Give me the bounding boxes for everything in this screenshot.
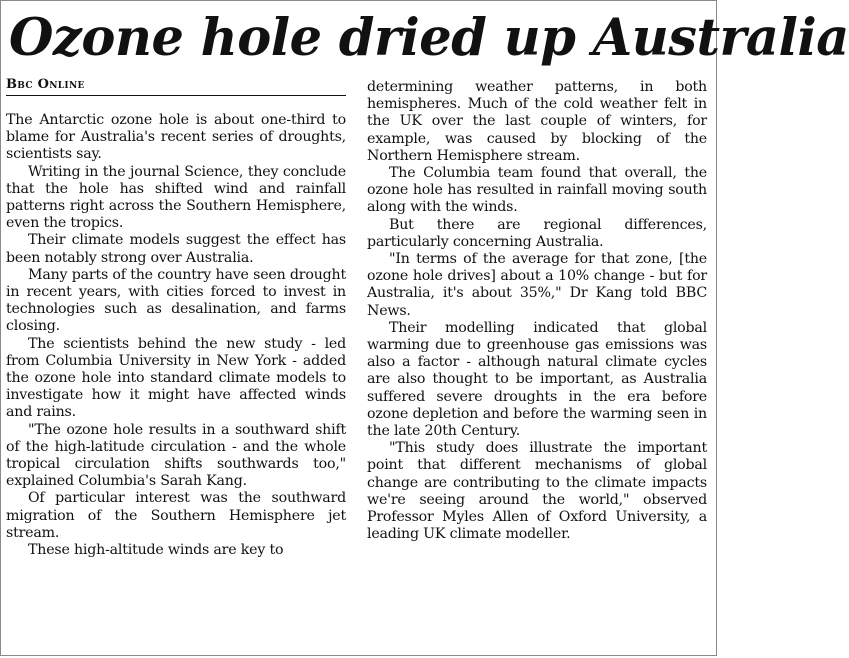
paragraph: Writing in the journal Science, they conclude that the hole has shifted wind and rainfall patterns right across the Southern Hemisphere, even the tropics. [6, 163, 346, 232]
paragraph: determining weather patterns, in both hemispheres. Much of the cold weather felt in the UK over the last couple of winters, for example, was caused by blocking of the Northern Hemisphere stream. [367, 79, 707, 164]
article-column-right [367, 79, 707, 543]
byline: Bbc Online [6, 77, 346, 96]
paragraph: "In terms of the average for that zone, [the ozone hole drives] about a 10% change - but for Australia, it's about 35%," Dr Kang told BBC News. [367, 251, 707, 319]
paragraph: "The ozone hole results in a southward shift of the high-latitude circulation - and the whole tropical circulation shifts southwards too," explained Columbia's Sarah Kang. [6, 421, 346, 490]
paragraph: The scientists behind the new study - led from Columbia University in New York - added the ozone hole into standard climate models to investigate how it might have affected winds and rains. [6, 335, 346, 421]
paragraph: Their climate models suggest the effect has been notably strong over Australia. [6, 232, 346, 266]
headline: Ozone hole dried up Australia [9, 8, 849, 68]
paragraph: Their modelling indicated that global warming due to greenhouse gas emissions was also a factor - although natural climate cycles are also thought to be important, as Australia suffered severe droughts in the era before ozone depletion and before the warming seen in the late 20th Century. [367, 319, 707, 440]
article-column-left [6, 77, 346, 559]
paragraph: "This study does illustrate the important point that different mechanisms of global change are contributing to the climate impacts we're seeing around the world," observed Professor Myles Allen of Oxford University, a leading UK climate modeller. [367, 440, 707, 543]
paragraph: Of particular interest was the southward migration of the Southern Hemisphere jet stream. [6, 490, 346, 541]
paragraph: Many parts of the country have seen drought in recent years, with cities forced to invest in technologies such as desalination, and farms closing. [6, 266, 346, 335]
paragraph: The Antarctic ozone hole is about one-third to blame for Australia's recent series of droughts, scientists say. [6, 112, 346, 163]
paragraph: The Columbia team found that overall, the ozone hole has resulted in rainfall moving south along with the winds. [367, 165, 707, 216]
paragraph: These high-altitude winds are key to [28, 542, 284, 559]
paragraph: But there are regional differences, particularly concerning Australia. [367, 216, 707, 250]
